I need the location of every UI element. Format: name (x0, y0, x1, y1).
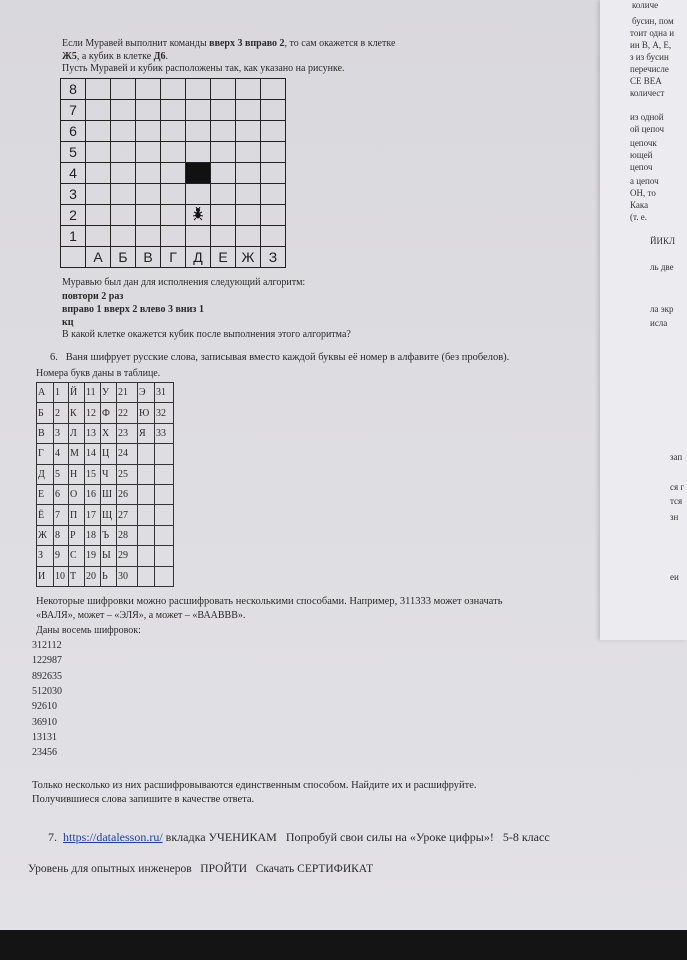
grid-cell (236, 226, 261, 247)
number-cell: 3 (54, 423, 69, 443)
adjacent-page-line: зн (670, 512, 679, 522)
cipher-item: 23456 (32, 747, 57, 759)
task5-line3: Пусть Муравей и кубик расположены так, как указано на рисунке. (62, 63, 345, 74)
letter-cell: И (37, 566, 54, 586)
grid-row (61, 79, 286, 100)
letter-cell: В (37, 423, 54, 443)
adjacent-page-line: ОН, то (630, 188, 656, 198)
text-bold: Ж5 (62, 51, 77, 62)
algo-line-1: повтори 2 раз (62, 291, 124, 302)
letter-cell: Е (37, 484, 54, 504)
grid-row (61, 100, 286, 121)
letter-cell: С (69, 546, 85, 566)
adjacent-page-line: тся (670, 496, 683, 506)
grid-cell (161, 100, 186, 121)
row-label: 1 (61, 226, 86, 247)
grid-cell (211, 184, 236, 205)
text: Если Муравей выполнит команды (62, 38, 207, 49)
col-label: А (86, 247, 111, 268)
letter-cell: Ё (37, 505, 54, 525)
number-cell: 33 (155, 423, 174, 443)
text: , а кубик в клетке (76, 51, 152, 62)
adjacent-page-line: ла экр (650, 304, 674, 314)
number-cell: 21 (117, 383, 138, 403)
cipher-item: 512030 (32, 685, 62, 697)
grid-cell (211, 226, 236, 247)
letter-cell: Щ (101, 505, 117, 525)
table-row (37, 403, 174, 423)
grid-cell (136, 163, 161, 184)
grid-cell (211, 205, 236, 226)
number-cell: 18 (85, 525, 101, 545)
number-cell (155, 444, 174, 464)
row-label: 6 (61, 121, 86, 142)
number-cell: 20 (85, 566, 101, 586)
cipher-item: 312112 (32, 640, 62, 651)
number-cell: 16 (85, 484, 101, 504)
number-cell: 19 (85, 546, 101, 566)
grid-cell (161, 226, 186, 247)
number-cell: 28 (117, 525, 138, 545)
grid-cell (186, 100, 211, 121)
grid-cell (161, 163, 186, 184)
col-label: Б (111, 247, 136, 268)
letter-cell (138, 464, 155, 484)
grid-cell (261, 205, 286, 226)
grid-row (61, 142, 286, 163)
task-number: 6. (50, 352, 58, 363)
col-label: Д (186, 247, 211, 268)
grid-cell (211, 142, 236, 163)
adjacent-page-line: бусин, пом (632, 16, 674, 26)
adjacent-page-line: цепоч (630, 162, 653, 172)
number-cell (155, 546, 174, 566)
letter-cell: О (69, 484, 85, 504)
number-cell: 25 (117, 464, 138, 484)
letter-cell: Ц (101, 444, 117, 464)
grid-cell (86, 226, 111, 247)
cipher-item: 92610 (32, 701, 57, 713)
grid-cell (86, 79, 111, 100)
adjacent-page-line: ющей (630, 150, 653, 160)
task6-intro-1 (50, 352, 509, 364)
grid-cell (186, 121, 211, 142)
grid-cell (111, 121, 136, 142)
task5-line1 (62, 38, 395, 50)
letter-cell: Ь (101, 566, 117, 586)
number-cell: 23 (117, 423, 138, 443)
grid-cell (236, 79, 261, 100)
text: , то сам окажется в клетке (284, 38, 396, 49)
number-cell: 13 (85, 423, 101, 443)
grid-cell (86, 100, 111, 121)
grid-cell (86, 205, 111, 226)
adjacent-page-line: з из бусин (630, 52, 669, 62)
task6-final-1: Только несколько из них расшифровываются единственным способом. Найдите их и расшифруйте. (32, 780, 477, 791)
task6-para-2: «ВАЛЯ», может – «ЭЛЯ», а может – «ВААВВВ». (36, 610, 246, 621)
grid-cell (111, 79, 136, 100)
datalesson-link[interactable]: https://datalesson.ru/ (63, 830, 163, 844)
number-cell: 1 (54, 383, 69, 403)
cipher-item: 13131 (32, 731, 57, 743)
letter-cell (138, 546, 155, 566)
adjacent-page-line: зап (670, 452, 683, 462)
ant-cell (186, 205, 211, 226)
col-label: З (261, 247, 286, 268)
grid-cell (136, 142, 161, 163)
ant-icon (192, 210, 204, 224)
number-cell (155, 464, 174, 484)
adjacent-page-line: количе (632, 0, 659, 10)
number-cell: 26 (117, 484, 138, 504)
grid-cell (261, 79, 286, 100)
adjacent-page-line: а цепоч (630, 176, 659, 186)
grid-cell (236, 184, 261, 205)
grid-cell (186, 142, 211, 163)
row-label: 2 (61, 205, 86, 226)
adjacent-page-line: (т. е. (630, 212, 647, 222)
grid-cell (86, 121, 111, 142)
cube-cell (186, 163, 211, 184)
number-cell: 27 (117, 505, 138, 525)
letter-cell: П (69, 505, 85, 525)
number-cell: 30 (117, 566, 138, 586)
grid-cell (136, 184, 161, 205)
task6-para-3: Даны восемь шифровок: (36, 625, 141, 636)
grid-cell (161, 79, 186, 100)
table-row (37, 546, 174, 566)
grid-cell (161, 121, 186, 142)
grid-cell (211, 121, 236, 142)
table-row (37, 464, 174, 484)
text-bold: Д6 (153, 51, 166, 62)
row-label: 8 (61, 79, 86, 100)
grid-cell (161, 205, 186, 226)
number-cell: 4 (54, 444, 69, 464)
letter-cell: Ы (101, 546, 117, 566)
number-cell: 10 (54, 566, 69, 586)
cipher-item: 892635 (32, 670, 62, 682)
number-cell: 9 (54, 546, 69, 566)
adjacent-page-line: СЕ ВЕА (630, 76, 662, 86)
text: Ваня шифрует русские слова, записывая вместо каждой буквы её номер в алфавите (без пробелов). (65, 352, 510, 363)
algo-intro: Муравью был дан для исполнения следующий алгоритм: (62, 277, 306, 288)
grid-cell (86, 184, 111, 205)
task6-para-1: Некоторые шифровки можно расшифровать несколькими способами. Например, 311333 может означать (36, 596, 503, 607)
table-row (37, 484, 174, 504)
grid-cell (86, 142, 111, 163)
grid-row (61, 163, 286, 184)
letter-cell: Ф (101, 403, 117, 423)
grid-cell (261, 226, 286, 247)
cipher-item: 122987 (32, 655, 62, 667)
table-row (37, 383, 174, 403)
letter-cell: Ш (101, 484, 117, 504)
grid-cell (136, 121, 161, 142)
letter-cell (138, 484, 155, 504)
letter-cell: Р (69, 525, 85, 545)
row-label: 4 (61, 163, 86, 184)
grid-cell (136, 79, 161, 100)
letter-cell: Й (69, 383, 85, 403)
letter-cell: Н (69, 464, 85, 484)
grid-cell (111, 163, 136, 184)
grid-corner (61, 247, 86, 268)
grid-cell (111, 100, 136, 121)
task6-intro-2: Номера букв даны в таблице. (36, 368, 161, 379)
text: . (165, 51, 169, 62)
number-cell: 8 (54, 525, 69, 545)
number-cell: 17 (85, 505, 101, 525)
background-surface (0, 930, 687, 960)
letter-cell (138, 444, 155, 464)
task7-line2: Уровень для опытных инженеров ПРОЙТИ Скачать СЕРТИФИКАТ (28, 863, 374, 875)
number-cell: 14 (85, 444, 101, 464)
letter-cell (138, 525, 155, 545)
adjacent-page-line: ой цепоч (630, 124, 664, 134)
number-cell: 22 (117, 403, 138, 423)
grid-cell (186, 79, 211, 100)
adjacent-page-line: цепочк (630, 138, 657, 148)
table-row (37, 525, 174, 545)
row-label: 7 (61, 100, 86, 121)
number-cell: 11 (85, 383, 101, 403)
task5-line2 (62, 51, 168, 63)
number-cell (155, 566, 174, 586)
letter-cell: А (37, 383, 54, 403)
adjacent-page-line: из одной (630, 112, 664, 122)
number-cell: 12 (85, 403, 101, 423)
grid-cell (161, 142, 186, 163)
letter-cell: Х (101, 423, 117, 443)
letter-cell: Ю (138, 403, 155, 423)
grid-cell (186, 184, 211, 205)
grid-cell (236, 121, 261, 142)
letter-cell: Г (37, 444, 54, 464)
grid-cell (211, 79, 236, 100)
text-bold: вверх 3 вправо 2 (209, 38, 285, 49)
text: вкладка УЧЕНИКАМ Попробуй свои силы на «Уроке цифры»! 5-8 класс (165, 830, 550, 844)
number-cell: 5 (54, 464, 69, 484)
grid-cell (211, 163, 236, 184)
number-cell: 32 (155, 403, 174, 423)
number-cell: 7 (54, 505, 69, 525)
letter-cell: З (37, 546, 54, 566)
task-number: 7. (48, 830, 57, 844)
grid-cell (236, 163, 261, 184)
algo-line-2: вправо 1 вверх 2 влево 3 вниз 1 (62, 304, 204, 315)
grid-cell (261, 142, 286, 163)
grid-cell (236, 142, 261, 163)
grid-row (61, 184, 286, 205)
cipher-item: 36910 (32, 716, 57, 728)
letter-cell (138, 505, 155, 525)
letter-cell (138, 566, 155, 586)
number-cell: 31 (155, 383, 174, 403)
letter-cell: Ъ (101, 525, 117, 545)
letter-cell: Ч (101, 464, 117, 484)
row-label: 5 (61, 142, 86, 163)
table-row (37, 505, 174, 525)
table-row (37, 423, 174, 443)
adjacent-page-line: количест (630, 88, 665, 98)
adjacent-page-line: перечисле (630, 64, 669, 74)
grid-cell (236, 205, 261, 226)
adjacent-page-line: еи (670, 572, 679, 582)
col-label: Е (211, 247, 236, 268)
adjacent-page-line: ся г (670, 482, 685, 492)
grid-cell (186, 226, 211, 247)
algo-line-3: кц (62, 317, 74, 328)
grid-row (61, 121, 286, 142)
grid-cell (136, 226, 161, 247)
letter-cell: Э (138, 383, 155, 403)
task5-question: В какой клетке окажется кубик после выполнения этого алгоритма? (62, 329, 351, 340)
row-label: 3 (61, 184, 86, 205)
number-cell: 24 (117, 444, 138, 464)
grid-cell (211, 100, 236, 121)
grid-cell (261, 184, 286, 205)
grid-cell (236, 100, 261, 121)
adjacent-page-line: Кака (630, 200, 649, 210)
adjacent-page-line: исла (650, 318, 668, 328)
adjacent-page-line: ин В, А, Е, (630, 40, 672, 50)
letter-cell: Т (69, 566, 85, 586)
task6-final-2: Получившиеся слова запишите в качестве ответа. (32, 794, 255, 805)
grid-cell (136, 205, 161, 226)
grid-row (61, 226, 286, 247)
letter-cell: Д (37, 464, 54, 484)
table-row (37, 566, 174, 586)
number-cell: 2 (54, 403, 69, 423)
adjacent-page-line: ЙИКЛ (650, 236, 676, 246)
grid-cell (261, 121, 286, 142)
col-label: Г (161, 247, 186, 268)
letter-cell: К (69, 403, 85, 423)
letter-code-table (36, 382, 174, 587)
letter-cell: М (69, 444, 85, 464)
task7-line1 (48, 830, 550, 844)
number-cell (155, 525, 174, 545)
grid-cell (161, 184, 186, 205)
number-cell: 6 (54, 484, 69, 504)
grid-cell (86, 163, 111, 184)
letter-cell: У (101, 383, 117, 403)
adjacent-page-line: тоит одна и (630, 28, 675, 38)
letter-cell: Ж (37, 525, 54, 545)
grid-row (61, 205, 286, 226)
table-row (37, 444, 174, 464)
adjacent-page-line: ль две (650, 262, 674, 272)
grid-cell (111, 142, 136, 163)
number-cell: 29 (117, 546, 138, 566)
letter-cell: Л (69, 423, 85, 443)
letter-cell: Б (37, 403, 54, 423)
number-cell: 15 (85, 464, 101, 484)
grid-cell (111, 205, 136, 226)
col-label: Ж (236, 247, 261, 268)
grid-cell (261, 100, 286, 121)
ant-grid (60, 78, 286, 268)
grid-cell (111, 184, 136, 205)
col-label: В (136, 247, 161, 268)
grid-cell (111, 226, 136, 247)
grid-cell (136, 100, 161, 121)
number-cell (155, 484, 174, 504)
grid-col-labels (61, 247, 286, 268)
grid-cell (261, 163, 286, 184)
letter-cell: Я (138, 423, 155, 443)
number-cell (155, 505, 174, 525)
